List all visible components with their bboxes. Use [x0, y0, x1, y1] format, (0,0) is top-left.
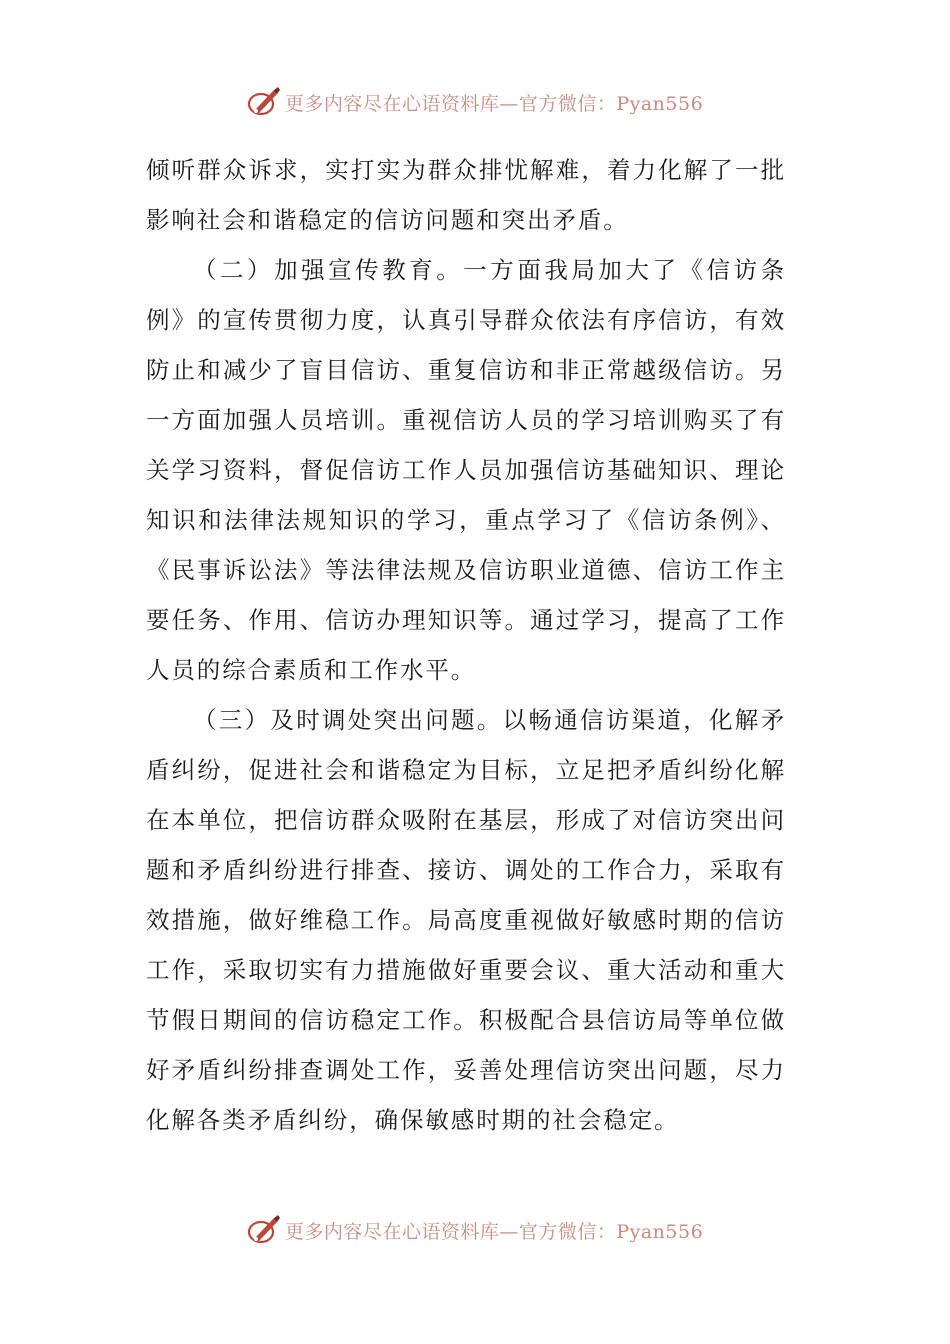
watermark-text: 更多内容尽在心语资料库—官方微信：Pyan556	[284, 92, 704, 115]
watermark-text: 更多内容尽在心语资料库—官方微信：Pyan556	[284, 1220, 704, 1243]
paragraph-section-two: （二）加强宣传教育。一方面我局加大了《信访条例》的宣传贯彻力度，认真引导群众依法有序信访，有效防止和减少了盲目信访、重复信访和非正常越级信访。另一方面加强人员培训。重视信访人员的学习培训购买了有关学习资料，督促信访工作人员加强信访基础知识、理论知识和法律法规知识的学习，重点学习了《信访条例》、《民事诉讼法》等法律法规及信访职业道德、信访工作主要任务、作用、信访办理知识等。通过学习，提高了工作人员的综合素质和工作水平。	[146, 256, 786, 684]
paragraph-section-three: （三）及时调处突出问题。以畅通信访渠道，化解矛盾纠纷，促进社会和谐稳定为目标，立足把矛盾纠纷化解在本单位，把信访群众吸附在基层，形成了对信访突出问题和矛盾纠纷进行排查、接访、调处的工作合力，采取有效措施，做好维稳工作。局高度重视做好敏感时期的信访工作，采取切实有力措施做好重要会议、重大活动和重大节假日期间的信访稳定工作。积极配合县信访局等单位做好矛盾纠纷排查调处工作，妥善处理信访突出问题，尽力化解各类矛盾纠纷，确保敏感时期的社会稳定。	[146, 706, 786, 1134]
quill-pen-logo-icon	[247, 1213, 281, 1247]
footer-watermark-banner	[0, 1210, 950, 1250]
quill-pen-logo-icon	[247, 85, 281, 119]
header-watermark-banner	[0, 82, 950, 122]
paragraph-continuation: 倾听群众诉求，实打实为群众排忧解难，着力化解了一批影响社会和谐稳定的信访问题和突出矛盾。	[146, 156, 786, 234]
document-body	[146, 145, 786, 1145]
